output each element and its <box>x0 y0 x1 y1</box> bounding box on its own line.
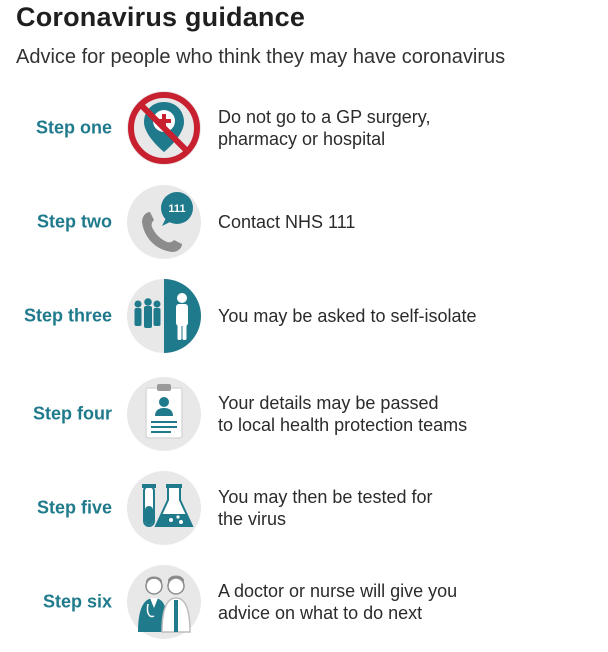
step-four <box>0 374 608 454</box>
self-isolate-people-icon <box>124 276 204 356</box>
page-subtitle: Advice for people who think they may have coronavirus <box>16 46 506 68</box>
doctor-nurse-icon <box>124 562 204 642</box>
phone-111-icon <box>124 182 204 262</box>
step-five <box>0 468 608 548</box>
step-six <box>0 562 608 642</box>
badge-111: 111 <box>168 203 186 215</box>
step-text: Contact NHS 111 <box>218 212 356 232</box>
step-three <box>0 276 608 356</box>
step-label: Step three <box>23 305 112 326</box>
step-label: Step five <box>36 497 112 518</box>
no-hospital-pin-icon <box>124 88 204 168</box>
step-label: Step six <box>42 591 112 612</box>
step-label: Step one <box>35 117 112 138</box>
page-title: Coronavirus guidance <box>16 2 306 32</box>
step-two <box>0 182 608 262</box>
step-text: Do not go to a GP surgery, pharmacy or hospital <box>218 107 431 149</box>
step-label: Step two <box>37 211 112 232</box>
step-text: Your details may be passed to local health protection teams <box>218 393 468 435</box>
test-tube-flask-icon <box>124 468 204 548</box>
step-text: You may then be tested for the virus <box>218 487 433 529</box>
step-label: Step four <box>33 403 112 424</box>
clipboard-id-icon <box>124 374 204 454</box>
step-one <box>0 88 608 168</box>
step-text: A doctor or nurse will give you advice on what to do next <box>218 581 458 623</box>
step-text: You may be asked to self-isolate <box>218 306 477 326</box>
